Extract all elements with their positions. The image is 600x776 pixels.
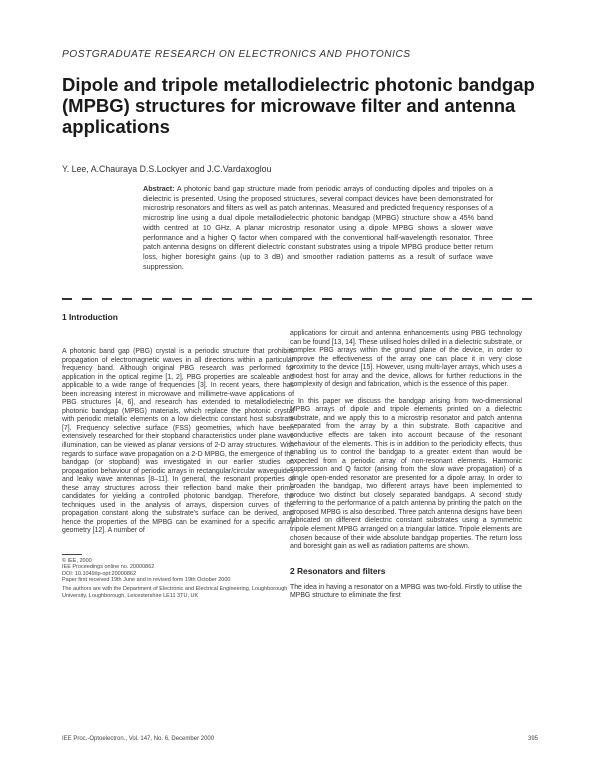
footnote-doi: DOI: 10.1049/ip-opt:20000862 bbox=[62, 570, 137, 577]
footnote-rule bbox=[62, 554, 82, 555]
journal-series-header: POSTGRADUATE RESEARCH ON ELECTRONICS AND PHOTONICS bbox=[62, 49, 411, 60]
section-divider bbox=[62, 298, 540, 300]
abstract-text: A photonic band gap structure made from periodic arrays of conducting dipoles and tripoles on a dielectric is presented. Using the proposed structures, several compact devices have been demonstrated for microstrip resonators and filters as well as patch antennas. Measured and predicted frequency responses of a microstrip line using a dual dipole metallodielectric photonic bandgap (MPBG) structure show a 45% band width centred at 10 GHz. A planar microstrip resonator using a dipole MPBG shows a slower wave performance and a higher Q factor when compared with the conventional half-wavelength resonator. Three patch antenna designs on different dielectric constant substrates using a tripole MPBG produce better return loss, higher boresight gains (up to 3 dB) and smoother radiation patterns as a result of surface wave suppression. bbox=[143, 184, 493, 271]
page-footer-citation: IEE Proc.-Optoelectron., Vol. 147, No. 6, December 2000 bbox=[62, 736, 215, 742]
page-number: 395 bbox=[528, 736, 539, 742]
resonators-heading: 2 Resonators and filters bbox=[290, 565, 386, 576]
footnote-copyright: © IEE, 2000 bbox=[62, 558, 92, 565]
introduction-paragraph-1: A photonic band gap (PBG) crystal is a periodic structure that prohibits propagation of electromagnetic waves in all directions within a particular frequency band. Although original PBG research was performed for application in the optical regime [1, 2], PBG properties are scaleable and applicable to a wide range of frequencies [3]. In recent years, there has been increasing interest in microwave and millimetre-wave applications of PBG structures [4, 6], and research has extended to metallodielectric photonic bandgap (MPBG) materials, which replace the photonic crystal with periodic metallic elements on a low dielectric constant host substrate [7]. Frequency selective surface (FSS) geometries, which have been extensively researched for their stopband characteristics under plane wave illumination, can be viewed as planar versions of 2-D array structures. With regards to surface wave propagation on a 2-D MPBG, the emergence of the bandgap (or stopband) was investigated in our earlier studies on propagation behaviour of periodic arrays in rectangular/circular waveguides and leaky wave antennas [8–11]. In general, the resonant properties of these array structures across their reflection band make their prime candidates for yielding a controlled photonic bandgap. Therefore, the techniques used in the analysis of arrays, dispersion curves of the propagation constant along the substrate's surface can be derived, and hence the properties of the MPBG can be examined for a specific array geometry [12]. A number of bbox=[62, 348, 294, 535]
introduction-paragraph-3: In this paper we discuss the bandgap arising from two-dimensional MPBG arrays of dipole and tripole elements printed on a dielectric substrate, and we apply this to a microstrip resonator and patch antenna separated from the array by a thin substrate. Both capacitive and conductive effects are taken into account because of the resonant behaviour of the elements. This is in addition to the periodicity effects, thus enabling us to control the bandgap to a greater extent than would be expected from a periodic array of non-resonant elements. Harmonic suppression and Q factor (arising from the slow wave propagation) of a single open-ended resonator are presented for a dipole array. In order to broaden the bandgap, two different arrays have been implemented to produce two distinct but closely separated bandgaps. A second study referring to the performance of a patch antenna by printing the patch on the proposed MPBG is also described. Three patch antenna designs have been fabricated on different dielectric constant substrates using a symmetric tripole element MPBG arranged on a triangular lattice. Tripole elements are chosen because of their wide absolute bandgap properties. The return loss and boresight gain as well as radiation patterns are shown. bbox=[290, 397, 522, 551]
abstract bbox=[143, 184, 493, 271]
footnote-proceedings: IEE Proceedings online no. 20000862 bbox=[62, 564, 155, 571]
footnote-affiliation: The authors are with the Department of Electronic and Electrical Engineering, Loughborough University, Loughborough, Leicestershire LE11 3TU, UK bbox=[62, 586, 288, 599]
paper-authors: Y. Lee, A.Chauraya D.S.Lockyer and J.C.Vardaxoglou bbox=[62, 164, 272, 174]
resonators-paragraph-1: The idea in having a resonator on a MPBG was two-fold. Firstly to utilise the MPBG structure to eliminate the first bbox=[290, 583, 522, 600]
footnote-received: Paper first received 19th June and in revised form 19th October 2000 bbox=[62, 576, 231, 583]
left-column bbox=[62, 312, 294, 599]
introduction-heading: 1 Introduction bbox=[62, 312, 118, 322]
right-column bbox=[290, 330, 522, 609]
abstract-label: Abstract: bbox=[143, 184, 175, 193]
paper-title: Dipole and tripole metallodielectric photonic bandgap (MPBG) structures for microwave filter and antenna applications bbox=[62, 74, 535, 137]
introduction-paragraph-2: applications for circuit and antenna enhancements using PBG technology can be found [13, 14]. These utilised holes drilled in a dielectric substrate, or complex PBG arrays within the ground plane of the device, in order to improve the effectiveness of the array one can place it in very close proximity to the device [15]. However, using multi-layer arrays, which uses a modest host for array and the device, allows for further reductions in the complexity of design and fabrication, which is the essence of this paper. bbox=[290, 330, 522, 389]
